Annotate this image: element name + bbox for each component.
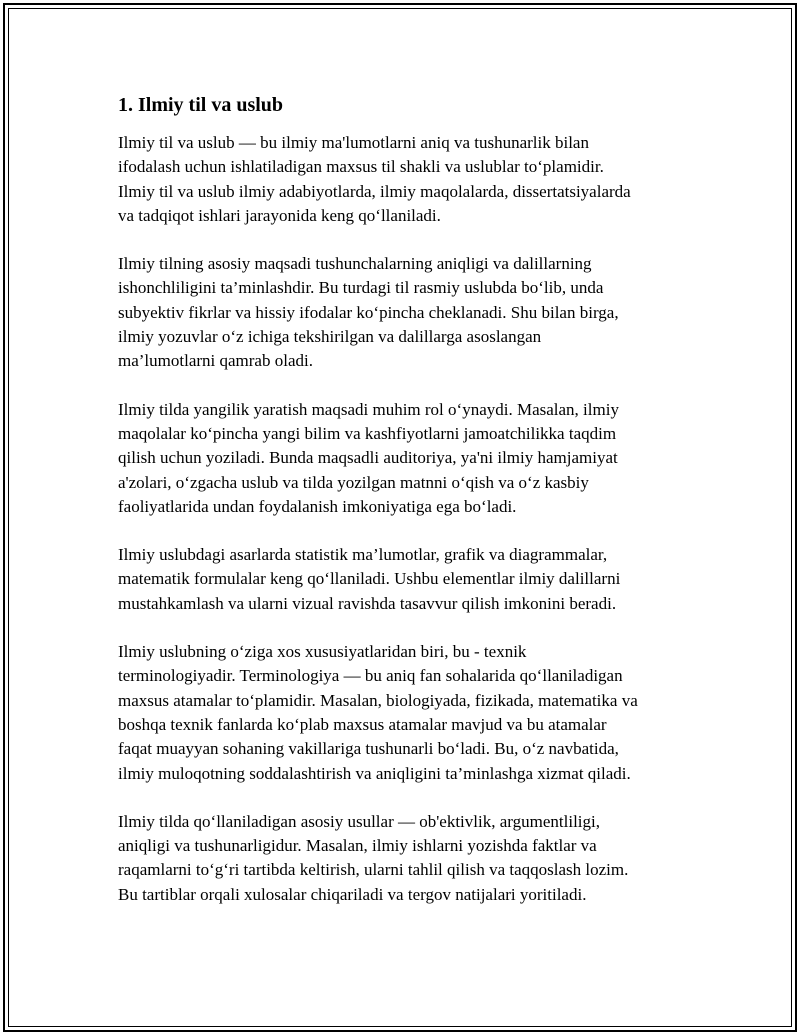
text-line: Ilmiy uslubdagi asarlarda statistik ma’lumotlar, grafik va diagrammalar, [118,545,608,565]
text-line: maqolalar ko‘pincha yangi bilim va kashfiyotlarni jamoatchilikka taqdim [118,423,617,443]
text-line: Ilmiy tilning asosiy maqsadi tushunchalarning aniqligi va dalillarning [118,254,592,274]
paragraph-1 [118,131,688,228]
text-line: Ilmiy til va uslub — bu ilmiy ma'lumotlarni aniq va tushunarlik bilan [118,133,589,152]
text-line: Ilmiy uslubning o‘ziga xos xususiyatlaridan biri, bu - texnik [118,642,527,662]
text-line: ishonchliligini ta’minlashdir. Bu turdagi til rasmiy uslubda bo‘lib, unda [118,278,604,298]
paragraph-5 [118,640,688,786]
text-line: matematik formulalar keng qo‘llaniladi. Ushbu elementlar ilmiy dalillarni [118,569,621,589]
text-line: Ilmiy tilda qo‘llaniladigan asosiy usullar — ob'ektivlik, argumentliligi, [118,811,600,831]
text-line: maxsus atamalar to‘plamidir. Masalan, biologiyada, fizikada, matematika va [118,690,638,710]
text-line: mustahkamlash va ularni vizual ravishda tasavvur qilish imkonini beradi. [118,593,617,613]
text-line: ilmiy muloqotning soddalashtirish va aniqligini ta’minlashga xizmat qiladi. [118,763,631,783]
paragraph-3 [118,398,688,519]
paragraph-2 [118,252,688,373]
text-line: ifodalash uchun ishlatiladigan maxsus til shakli va uslublar to‘plamidir. [118,157,604,177]
text-line: ilmiy yozuvlar o‘z ichiga tekshirilgan va dalillarga asoslangan [118,327,542,347]
text-line: aniqligi va tushunarligidur. Masalan, ilmiy ishlarni yozishda faktlar va [118,836,597,856]
paragraph-6 [118,810,688,907]
text-line: va tadqiqot ishlari jarayonida keng qo‘llaniladi. [118,205,441,225]
section-heading: 1. Ilmiy til va uslub [118,94,284,116]
text-line: Ilmiy til va uslub ilmiy adabiyotlarda, ilmiy maqolalarda, dissertatsiyalarda [118,181,631,201]
text-line: Ilmiy tilda yangilik yaratish maqsadi muhim rol o‘ynaydi. Masalan, ilmiy [118,399,619,419]
text-line: faqat muayyan sohaning vakillariga tushunarli bo‘ladi. Bu, o‘z navbatida, [118,739,619,759]
text-line: faoliyatlarida undan foydalanish imkoniyatiga ega bo‘ladi. [118,496,517,516]
text-line: Bu tartiblar orqali xulosalar chiqariladi va tergov natijalari yoritiladi. [118,884,587,904]
text-line: boshqa texnik fanlarda ko‘plab maxsus atamalar mavjud va bu atamalar [118,714,607,734]
text-line: subyektiv fikrlar va hissiy ifodalar ko‘pincha cheklanadi. Shu bilan birga, [118,302,619,322]
text-line: raqamlarni to‘g‘ri tartibda keltirish, ularni tahlil qilish va taqqoslash lozim. [118,860,629,880]
text-line: qilish uchun yoziladi. Bunda maqsadli auditoriya, ya'ni ilmiy hamjamiyat [118,448,618,468]
document-body [118,92,688,931]
paragraph-4 [118,543,688,616]
text-line: terminologiyadir. Terminologiya — bu aniq fan sohalarida qo‘llaniladigan [118,666,623,686]
text-line: a'zolari, o‘zgacha uslub va tilda yozilgan matnni o‘qish va o‘z kasbiy [118,472,589,492]
text-line: ma’lumotlarni qamrab oladi. [118,351,313,371]
